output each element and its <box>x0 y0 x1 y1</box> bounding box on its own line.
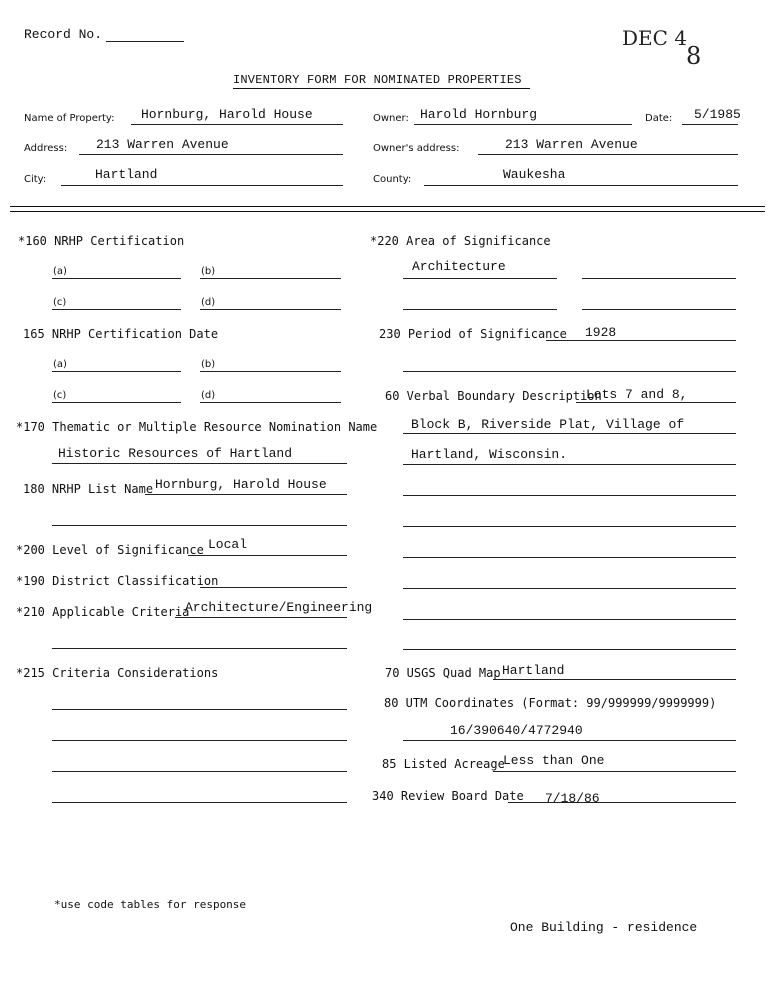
boundary-field-1[interactable] <box>576 402 736 403</box>
criteria-considerations-label: *215 Criteria Considerations <box>16 666 219 680</box>
criteria-considerations-field-2[interactable] <box>52 740 347 741</box>
owner-value: Harold Hornburg <box>420 107 538 122</box>
nrhp-list-name-label: 180 NRHP List Name <box>23 482 154 496</box>
cert-date-a-field[interactable] <box>52 371 181 372</box>
thematic-nomination-value: Historic Resources of Hartland <box>58 446 293 461</box>
applicable-criteria-field-2[interactable] <box>52 648 347 649</box>
cert-date-d-label: (d) <box>201 390 216 401</box>
utm-field[interactable] <box>403 740 736 741</box>
divider-top <box>10 206 765 207</box>
county-field[interactable] <box>424 185 738 186</box>
listed-acreage-value: Less than One <box>503 753 605 768</box>
code-tables-note: *use code tables for response <box>54 898 247 911</box>
cert-date-a-label: (a) <box>53 359 67 370</box>
utm-coordinates-label: 80 UTM Coordinates (Format: 99/999999/9999999) <box>384 696 717 710</box>
address-label: Address: <box>24 143 68 154</box>
verbal-boundary-value-2: Block B, Riverside Plat, Village of <box>411 417 685 432</box>
cert-a-field[interactable] <box>52 278 181 279</box>
thematic-nomination-label: *170 Thematic or Multiple Resource Nomination Name <box>16 420 378 434</box>
acreage-field[interactable] <box>493 771 736 772</box>
handwritten-stamp-line1: DEC 4 <box>622 26 688 50</box>
district-classification-field[interactable] <box>200 587 347 588</box>
verbal-boundary-label: 60 Verbal Boundary Description <box>385 389 602 403</box>
city-label: City: <box>24 174 47 185</box>
cert-date-c-field[interactable] <box>52 402 181 403</box>
county-value: Waukesha <box>503 167 566 182</box>
date-value: 5/1985 <box>694 107 741 122</box>
cert-date-b-label: (b) <box>201 359 216 370</box>
cert-a-label: (a) <box>53 266 67 277</box>
level-of-significance-label: *200 Level of Significance <box>16 543 204 557</box>
nrhp-list-name-field-2[interactable] <box>52 525 347 526</box>
handwritten-stamp-line2: 8 <box>686 42 702 70</box>
boundary-field-8[interactable] <box>403 619 736 620</box>
usgs-quad-map-label: 70 USGS Quad Map <box>385 666 501 680</box>
cert-b-label: (b) <box>201 266 216 277</box>
nrhp-list-name-field[interactable] <box>145 494 347 495</box>
name-of-property-label: Name of Property: <box>24 113 115 124</box>
criteria-considerations-field-4[interactable] <box>52 802 347 803</box>
applicable-criteria-label: *210 Applicable Criteria <box>16 605 190 619</box>
period-of-significance-label: 230 Period of Significance <box>379 327 567 341</box>
boundary-field-9[interactable] <box>403 649 736 650</box>
usgs-field[interactable] <box>493 679 736 680</box>
boundary-field-5[interactable] <box>403 526 736 527</box>
nrhp-cert-date-label: 165 NRHP Certification Date <box>23 327 219 341</box>
area-field-2[interactable] <box>582 278 736 279</box>
nrhp-list-name-value: Hornburg, Harold House <box>155 477 327 492</box>
applicable-criteria-value: Architecture/Engineering <box>185 600 373 615</box>
usgs-quad-map-value: Hartland <box>502 663 565 678</box>
verbal-boundary-value-3: Hartland, Wisconsin. <box>411 447 568 462</box>
date-label: Date: <box>645 113 673 124</box>
cert-date-b-field[interactable] <box>200 371 341 372</box>
cert-date-c-label: (c) <box>53 390 67 401</box>
date-field[interactable] <box>682 124 738 125</box>
listed-acreage-label: 85 Listed Acreage <box>382 757 505 771</box>
boundary-field-3[interactable] <box>403 464 736 465</box>
criteria-considerations-field-1[interactable] <box>52 709 347 710</box>
boundary-field-7[interactable] <box>403 588 736 589</box>
address-value: 213 Warren Avenue <box>96 137 229 152</box>
county-label: County: <box>373 174 412 185</box>
applicable-criteria-field[interactable] <box>175 617 347 618</box>
form-title: INVENTORY FORM FOR NOMINATED PROPERTIES <box>233 73 522 87</box>
boundary-field-4[interactable] <box>403 495 736 496</box>
boundary-field-2[interactable] <box>403 433 736 434</box>
owner-field[interactable] <box>414 124 632 125</box>
level-of-significance-value: Local <box>208 537 248 552</box>
cert-c-field[interactable] <box>52 309 181 310</box>
owner-address-value: 213 Warren Avenue <box>505 137 638 152</box>
divider-bottom <box>10 211 765 212</box>
name-of-property-field[interactable] <box>131 124 343 125</box>
title-underline <box>233 88 530 89</box>
district-classification-label: *190 District Classification <box>16 574 219 588</box>
review-board-date-field[interactable] <box>508 802 736 803</box>
cert-d-field[interactable] <box>200 309 341 310</box>
city-value: Hartland <box>95 167 158 182</box>
review-board-date-value: 7/18/86 <box>545 791 600 806</box>
period-field-2[interactable] <box>403 371 736 372</box>
area-of-significance-value: Architecture <box>412 259 506 274</box>
thematic-nomination-field[interactable] <box>52 463 347 464</box>
area-field-4[interactable] <box>582 309 736 310</box>
utm-coordinates-value: 16/390640/4772940 <box>450 723 583 738</box>
cert-d-label: (d) <box>201 297 216 308</box>
nrhp-certification-label: *160 NRHP Certification <box>18 234 185 248</box>
owner-address-label: Owner's address: <box>373 143 460 154</box>
area-of-significance-label: *220 Area of Significance <box>370 234 551 248</box>
building-type-note: One Building - residence <box>510 920 698 935</box>
boundary-field-6[interactable] <box>403 557 736 558</box>
name-of-property-value: Hornburg, Harold House <box>141 107 313 122</box>
city-field[interactable] <box>61 185 343 186</box>
cert-b-field[interactable] <box>200 278 341 279</box>
criteria-considerations-field-3[interactable] <box>52 771 347 772</box>
record-number-label: Record No. <box>24 27 103 42</box>
address-field[interactable] <box>79 154 343 155</box>
area-field-1[interactable] <box>403 278 557 279</box>
period-of-significance-value: 1928 <box>585 325 617 340</box>
level-of-significance-field[interactable] <box>188 555 347 556</box>
cert-date-d-field[interactable] <box>200 402 341 403</box>
verbal-boundary-value-1: Lots 7 and 8, <box>586 387 688 402</box>
owner-label: Owner: <box>373 113 409 124</box>
area-field-3[interactable] <box>403 309 557 310</box>
owner-address-field[interactable] <box>478 154 738 155</box>
review-board-date-label: 340 Review Board Date <box>372 789 524 803</box>
cert-c-label: (c) <box>53 297 67 308</box>
record-number-field[interactable] <box>106 41 184 42</box>
period-field[interactable] <box>546 340 736 341</box>
